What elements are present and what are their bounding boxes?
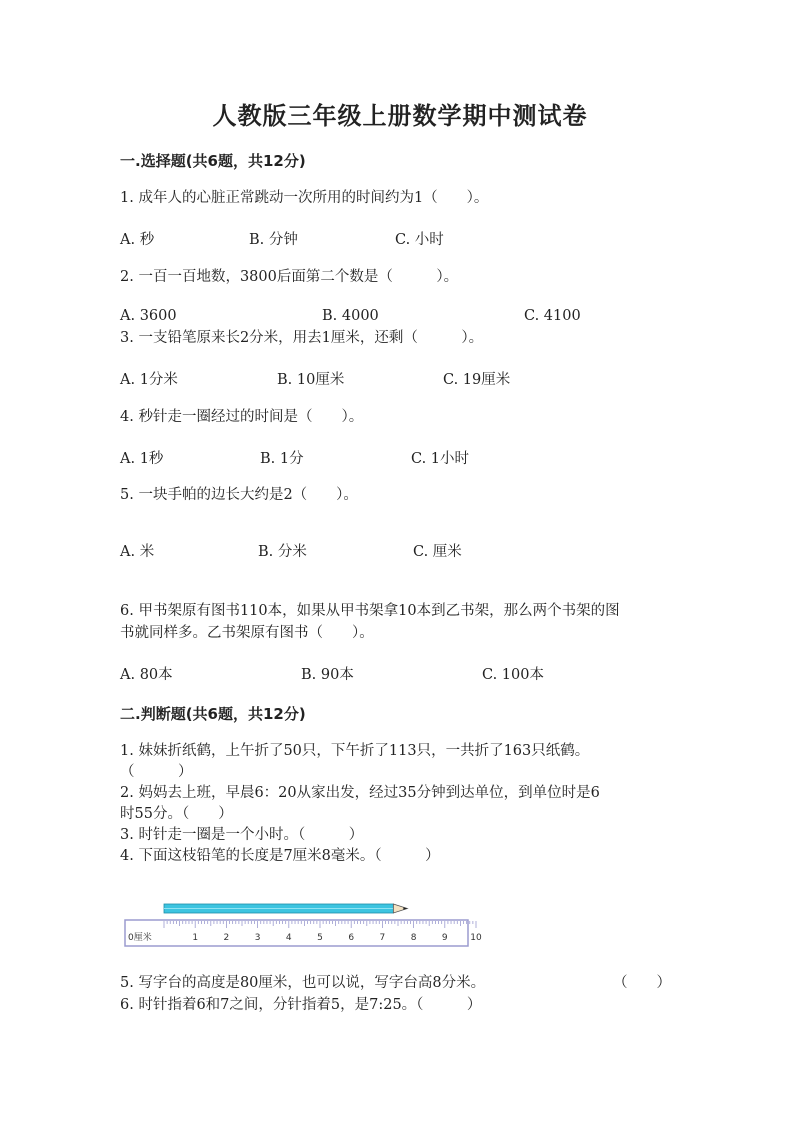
ruler-tick-label: 7 xyxy=(379,933,386,943)
question-2: 2. 一百一百地数，3800后面第二个数是（ ）。 xyxy=(120,269,459,285)
ruler-tick-label: 8 xyxy=(410,933,417,943)
judge-1-line1: 1. 妹妹折纸鹤，上午折了50只，下午折了113只，一共折了163只纸鹤。 xyxy=(120,743,590,759)
judge-5: 5. 写字台的高度是80厘米，也可以说，写字台高8分米。 xyxy=(120,975,486,991)
question-6-line2: 书就同样多。乙书架原有图书（ ）。 xyxy=(120,625,374,641)
ruler-figure xyxy=(124,898,482,948)
q5-option-c: C. 厘米 xyxy=(413,544,462,560)
q3-option-a: A. 1分米 xyxy=(120,372,178,388)
ruler-unit-label: 0厘米 xyxy=(128,933,152,943)
q1-option-c: C. 小时 xyxy=(395,232,444,248)
q5-option-b: B. 分米 xyxy=(258,544,307,560)
judge-5-paren: （ ） xyxy=(613,975,671,991)
ruler-tick-label: 2 xyxy=(223,933,230,943)
q2-option-b: B. 4000 xyxy=(322,308,379,324)
judge-4: 4. 下面这枝铅笔的长度是7厘米8毫米。（ ） xyxy=(120,848,440,864)
q6-option-a: A. 80本 xyxy=(120,667,173,683)
judge-2-line2: 时55分。（ ） xyxy=(120,806,233,822)
q4-option-b: B. 1分 xyxy=(260,451,304,467)
question-4: 4. 秒针走一圈经过的时间是（ ）。 xyxy=(120,409,364,425)
q5-option-a: A. 米 xyxy=(120,544,155,560)
q1-option-a: A. 秒 xyxy=(120,232,155,248)
question-6-line1: 6. 甲书架原有图书110本，如果从甲书架拿10本到乙书架，那么两个书架的图 xyxy=(120,603,620,619)
ruler-tick-label: 9 xyxy=(441,933,448,943)
q3-option-b: B. 10厘米 xyxy=(277,372,345,388)
judge-3: 3. 时针走一圈是一个小时。（ ） xyxy=(120,827,364,843)
ruler-tick-label: 1 xyxy=(192,933,199,943)
question-3: 3. 一支铅笔原来长2分米，用去1厘米，还剩（ ）。 xyxy=(120,330,484,346)
q3-option-c: C. 19厘米 xyxy=(443,372,511,388)
judge-6: 6. 时针指着6和7之间，分针指着5，是7:25。（ ） xyxy=(120,997,482,1013)
q4-option-a: A. 1秒 xyxy=(120,451,164,467)
q1-option-b: B. 分钟 xyxy=(249,232,298,248)
section-heading-choice: 一.选择题(共6题，共12分) xyxy=(120,152,306,170)
ruler-tick-label: 6 xyxy=(348,933,355,943)
q6-option-b: B. 90本 xyxy=(301,667,354,683)
ruler-tick-label: 4 xyxy=(285,933,292,943)
section-heading-judgement: 二.判断题(共6题，共12分) xyxy=(120,705,306,723)
judge-2-line1: 2. 妈妈去上班，早晨6：20从家出发，经过35分钟到达单位，到单位时是6 xyxy=(120,785,600,801)
q6-option-c: C. 100本 xyxy=(482,667,544,683)
q4-option-c: C. 1小时 xyxy=(411,451,470,467)
q2-option-a: A. 3600 xyxy=(120,308,177,324)
q2-option-c: C. 4100 xyxy=(524,308,581,324)
page-title: 人教版三年级上册数学期中测试卷 xyxy=(212,102,588,130)
ruler-tick-label: 5 xyxy=(317,933,323,943)
question-1: 1. 成年人的心脏正常跳动一次所用的时间约为1（ ）。 xyxy=(120,190,489,206)
ruler-tick-label: 10 xyxy=(470,933,482,943)
question-5: 5. 一块手帕的边长大约是2（ ）。 xyxy=(120,487,358,503)
judge-1-line2: （ ） xyxy=(120,764,193,780)
ruler-tick-label: 3 xyxy=(254,933,261,943)
ruler-with-pencil xyxy=(124,898,482,948)
